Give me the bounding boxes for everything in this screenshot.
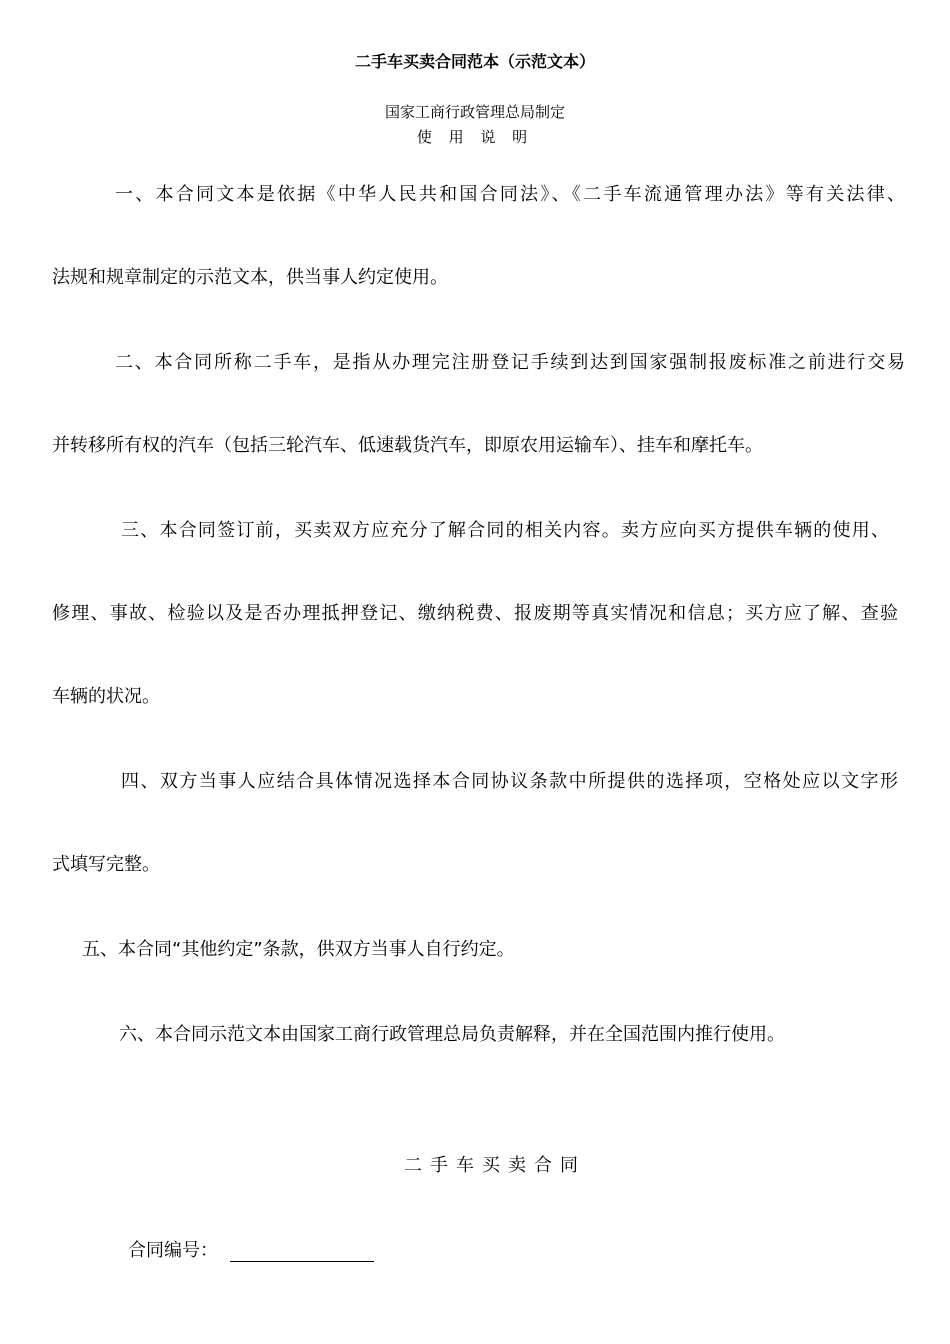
item-5-line-1: 五、本合同“其他约定”条款，供双方当事人自行约定。 [82, 939, 515, 960]
item-3-line-1: 三、本合同签订前，买卖双方应充分了解合同的相关内容。卖方应向买方提供车辆的使用、 [121, 520, 889, 541]
item-2-line-1: 二、本合同所称二手车，是指从办理完注册登记手续到达到国家强制报废标准之前进行交易 [115, 352, 905, 373]
contract-number-label: 合同编号： [128, 1240, 218, 1261]
item-1-line-1: 一、本合同文本是依据《中华人民共和国合同法》、《二手车流通管理办法》等有关法律、 [115, 184, 905, 205]
item-6-line-1: 六、本合同示范文本由国家工商行政管理总局负责解释，并在全国范围内推行使用。 [119, 1024, 785, 1045]
item-1-line-2: 法规和规章制定的示范文本，供当事人约定使用。 [52, 267, 448, 288]
item-4-line-1: 四、双方当事人应结合具体情况选择本合同协议条款中所提供的选择项，空格处应以文字形 [121, 771, 898, 792]
document-title: 二手车买卖合同范本（示范文本） [354, 52, 595, 71]
contract-number-row [128, 1237, 218, 1265]
issuer-line: 国家工商行政管理总局制定 [384, 103, 565, 121]
contract-title: 二手车买卖合同 [404, 1155, 586, 1176]
contract-number-blank[interactable] [230, 1261, 374, 1262]
usage-heading: 使 用 说 明 [416, 128, 534, 146]
item-2-line-2: 并转移所有权的汽车（包括三轮汽车、低速载货汽车，即原农用运输车）、挂车和摩托车。 [52, 435, 763, 456]
item-3-line-2: 修理、事故、检验以及是否办理抵押登记、缴纳税费、报废期等真实情况和信息；买方应了解、查验 [52, 603, 898, 624]
item-4-line-2: 式填写完整。 [52, 854, 160, 875]
item-3-line-3: 车辆的状况。 [52, 686, 160, 707]
